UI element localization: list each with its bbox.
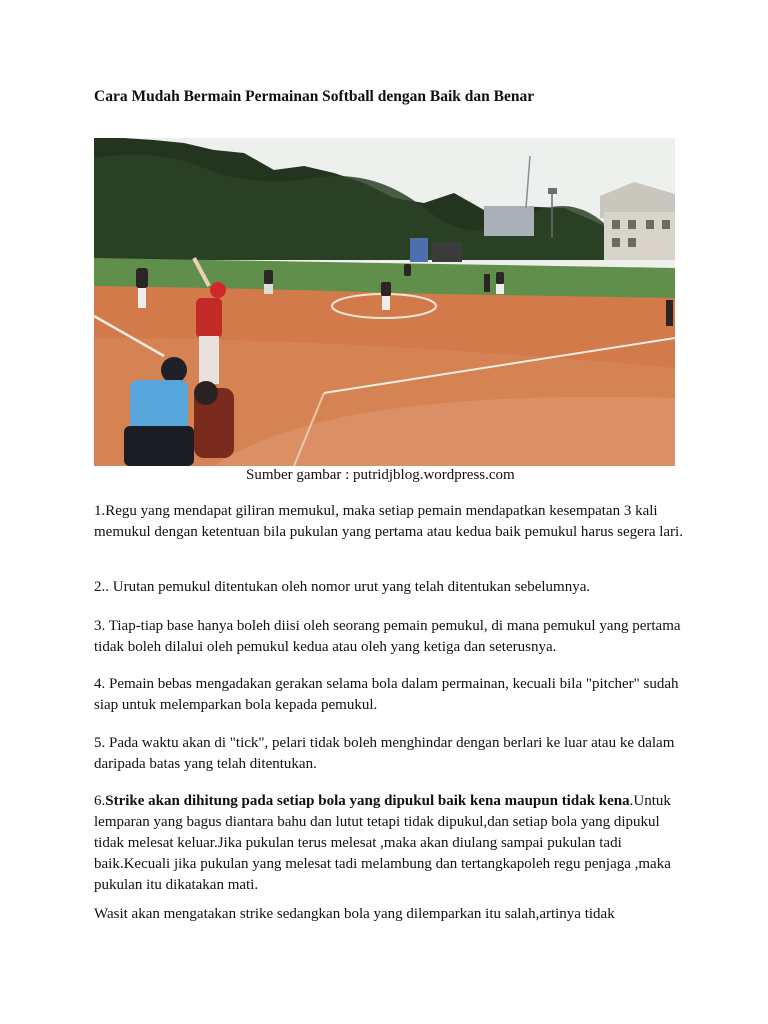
paragraph-4: 4. Pemain bebas mengadakan gerakan selama bola dalam permainan, kecuali bila "pitcher" sudah siap untuk melemparkan bola kepada pemukul.	[94, 676, 679, 713]
paragraph-1: 1.Regu yang mendapat giliran memukul, maka setiap pemain mendapatkan kesempatan 3 kali memukul dengan ketentuan bila pukulan yang pertama atau kedua baik pemukul harus segera lari.	[94, 503, 683, 540]
paragraph-6-text: .Untuk lemparan yang bagus diantara bahu dan lutut tetapi tidak dipukul,dan setiap bola yang dipukul tidak melesat keluar.Jika pukulan terus melesat ,maka akan diulang sampai pukulan tadi baik.Kecuali jika pukulan yang melesat tadi melambung dan tertangkapoleh regu penjaga ,maka pukulan itu dikatakan mati.	[94, 793, 671, 893]
softball-photo	[94, 138, 675, 466]
document-title: Cara Mudah Bermain Permainan Softball dengan Baik dan Benar	[94, 88, 535, 105]
paragraph-6	[94, 791, 684, 896]
paragraph-6-number: 6.	[94, 793, 106, 809]
image-caption: Sumber gambar : putridjblog.wordpress.com	[246, 467, 515, 483]
paragraph-5: 5. Pada waktu akan di "tick", pelari tidak boleh menghindar dengan berlari ke luar atau ke dalam daripada batas yang telah ditentukan.	[94, 735, 675, 772]
paragraph-6-bold: Strike akan dihitung pada setiap bola yang dipukul baik kena maupun tidak kena	[105, 793, 630, 809]
softball-field-image	[94, 138, 675, 466]
paragraph-7: Wasit akan mengatakan strike sedangkan bola yang dilemparkan itu salah,artinya tidak	[94, 906, 615, 922]
paragraph-3: 3. Tiap-tiap base hanya boleh diisi oleh seorang pemain pemukul, di mana pemukul yang pertama tidak boleh dilalui oleh pemukul kedua atau oleh yang ketiga dan seterusnya.	[94, 618, 681, 655]
paragraph-2: 2.. Urutan pemukul ditentukan oleh nomor urut yang telah ditentukan sebelumnya.	[94, 579, 591, 595]
